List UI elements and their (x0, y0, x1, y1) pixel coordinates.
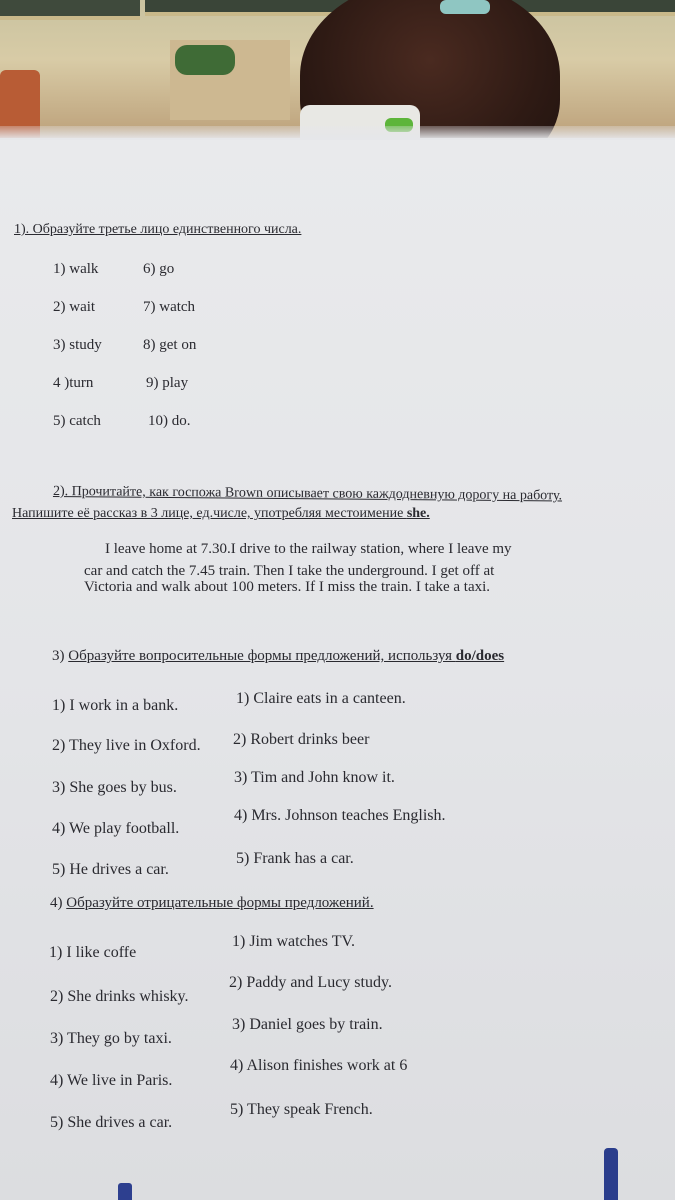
task3-item-right: 1) Claire eats in a canteen. (236, 690, 406, 707)
task1-heading: 1). Образуйте третье лицо единственного числа. (14, 222, 302, 237)
task4-item-right: 5) They speak French. (230, 1101, 373, 1118)
worksheet-paper (0, 138, 675, 1200)
task3-item-right: 5) Frank has a car. (236, 850, 354, 867)
task3-item-left: 2) They live in Oxford. (52, 737, 201, 754)
task1-item-right: 8) get on (143, 337, 197, 353)
task4-number: 4) (50, 895, 67, 911)
task4-item-right: 1) Jim watches TV. (232, 933, 355, 950)
task4-item-right: 2) Paddy and Lucy study. (229, 974, 392, 991)
task3-heading (52, 648, 504, 665)
task4-item-left: 2) She drinks whisky. (50, 988, 189, 1005)
task3-item-right: 2) Robert drinks beer (233, 731, 370, 748)
task1-item-right: 7) watch (143, 299, 196, 315)
task3-item-right: 4) Mrs. Johnson teaches English. (234, 807, 446, 824)
task4-item-right: 4) Alison finishes work at 6 (230, 1057, 408, 1074)
pen (604, 1148, 618, 1200)
hair-scrunchie (440, 0, 490, 14)
task1-item-left: 4 )turn (53, 375, 94, 391)
plant (175, 45, 235, 75)
task2-heading-pronoun: she. (406, 506, 430, 521)
task3-number: 3) (52, 648, 69, 664)
task3-item-left: 4) We play football. (52, 820, 180, 837)
task2-heading-line2 (12, 506, 430, 522)
task3-item-right: 3) Tim and John know it. (234, 769, 395, 786)
pen-cap (118, 1183, 132, 1200)
task4-item-right: 3) Daniel goes by train. (232, 1016, 383, 1033)
task1-item-left: 5) catch (53, 413, 101, 429)
task3-heading-text: Образуйте вопросительные формы предложений, используя (68, 648, 456, 664)
task4-item-left: 4) We live in Paris. (50, 1072, 173, 1089)
task1-item-right: 10) do. (148, 413, 191, 429)
task2-text-line: I leave home at 7.30.I drive to the railway station, where I leave my (105, 541, 512, 557)
task3-heading-bold: do/does (455, 648, 505, 664)
task1-item-left: 3) study (53, 337, 102, 353)
task1-item-right: 9) play (146, 375, 189, 391)
chalkboard-left (0, 0, 140, 20)
task1-item-right: 6) go (143, 261, 175, 277)
task2-text-line: Victoria and walk about 100 meters. If I miss the train. I take a taxi. (84, 579, 491, 595)
task4-heading (50, 895, 374, 912)
task2-text-line: car and catch the 7.45 train. Then I take the underground. I get off at (84, 563, 495, 579)
task4-item-left: 5) She drives a car. (50, 1114, 173, 1131)
task3-item-left: 5) He drives a car. (52, 861, 169, 878)
task3-item-left: 1) I work in a bank. (52, 697, 179, 714)
task1-item-left: 1) walk (53, 261, 99, 277)
task2-heading-text: Напишите её рассказ в 3 лице, ед.числе, употребляя местоимение (12, 506, 407, 521)
task4-item-left: 1) I like coffe (49, 944, 137, 961)
task1-item-left: 2) wait (53, 299, 96, 315)
task3-item-left: 3) She goes by bus. (52, 779, 177, 796)
task4-item-left: 3) They go by taxi. (50, 1030, 172, 1047)
task2-heading-line1: 2). Прочитайте, как госпожа Brown описывает свою каждодневную дорогу на работу. (52, 484, 563, 504)
task4-heading-text: Образуйте отрицательные формы предложений. (66, 895, 374, 911)
